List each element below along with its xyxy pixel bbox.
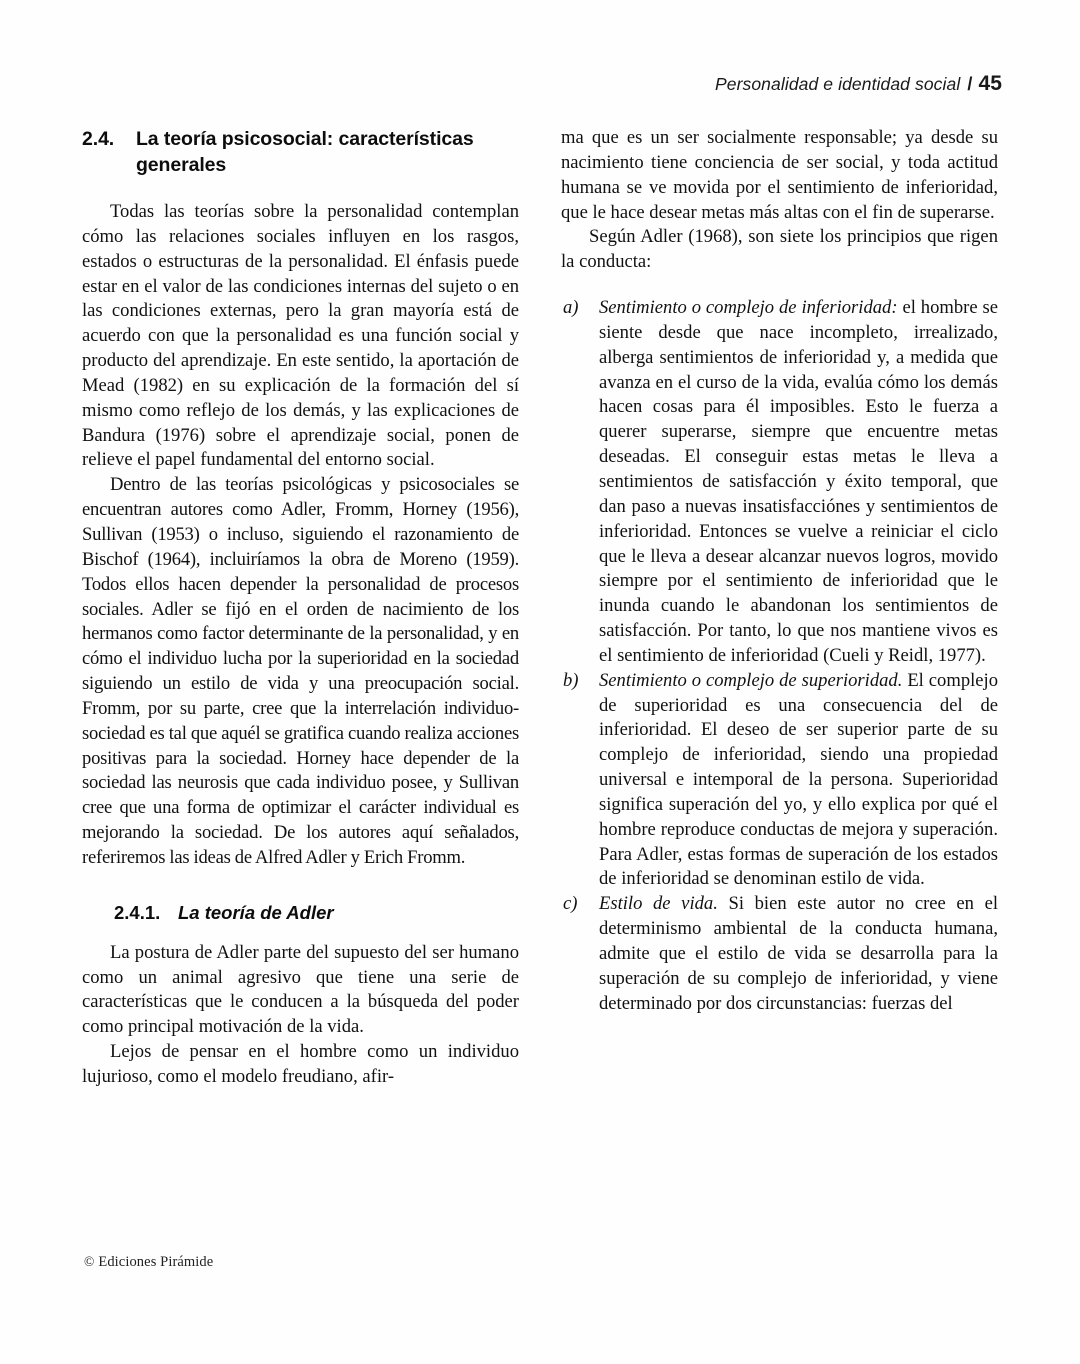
subsection-heading: [114, 901, 519, 925]
list-item-lead-in: Sentimiento o complejo de superioridad.: [599, 669, 903, 691]
page-number: 45: [978, 72, 1002, 95]
paragraph: ma que es un ser socialmente responsable; ya desde su nacimiento tiene conciencia de ser social, y toda actitud humana se ve movida por el sentimiento de inferioridad, que le hace desear metas más altas con el fin de superarse.: [561, 127, 998, 223]
list-item: [561, 892, 998, 1016]
paragraph: Todas las teorías sobre la personalidad contemplan cómo las relaciones sociales influyen en los rasgos, estados o estructuras de la personalidad. El énfasis puede estar en el valor de las condiciones internas del sujeto o en las condiciones externas, pero la gran mayoría está de acuerdo con que la personalidad es una función social y producto del aprendizaje. En este sentido, la aportación de Mead (1982) en su explicación de la formación del sí mismo como reflejo de los demás, y las explicaciones de Bandura (1976) sobre el aprendizaje social, ponen de relieve el papel fundamental del entorno social.: [82, 201, 519, 471]
running-head-title: Personalidad e identidad social: [714, 74, 961, 94]
paragraph: Lejos de pensar en el hombre como un individuo lujurioso, como el modelo freudiano, afir-: [82, 1041, 519, 1087]
two-column-layout: [82, 126, 998, 1090]
right-column: [561, 126, 998, 1090]
running-head-separator: /: [967, 74, 973, 94]
list-item: [561, 296, 998, 669]
list-item-text: [599, 669, 998, 893]
list-item-body: el hombre se siente desde que nace incompleto, irrealizado, alberga sentimientos de inferioridad y, a medida que avanza en el curso de la vida, evalúa cómo los demás hacen cosas para él imposibles. Esto le fuerza a querer superarse, siempre que encuentre metas deseadas. El conseguir estas metas le lleva a sentimientos de satisfacción y éxito temporal, que dan paso a nuevas insatisfacciónes y sentimientos de inferioridad. Entonces se vuelve a reiniciar el ciclo que le lleva a desear alcanzar nuevos logros, movido siempre por el sentimiento de inferioridad que le inunda cuando le abandonan los sentimientos de satisfacción. Por tanto, lo que nos mantiene vivos es el sentimiento de inferioridad (Cueli y Reidl, 1977).: [599, 297, 998, 666]
left-column: [82, 126, 519, 1090]
list-item-text: [599, 892, 998, 1016]
list-item-lead-in: Sentimiento o complejo de inferioridad:: [599, 297, 898, 319]
paragraph: Dentro de las teorías psicológicas y psicosociales se encuentran autores como Adler, Fromm, Horney (1956), Sullivan (1953) o incluso, siguiendo el razonamiento de Bischof (1964), incluiríamos la obra de Moreno (1959). Todos ellos hacen depender la personalidad de procesos sociales. Adler se fijó en el orden de nacimiento de los hermanos como factor determinante de la personalidad, y en cómo el individuo lucha por la superioridad en la sociedad siguiendo un estilo de vida y una preocupación social. Fromm, por su parte, cree que la interrelación individuo-sociedad es tal que aquél se gratifica cuando realiza acciones positivas para la sociedad. Horney hace depender de la sociedad las neurosis que cada individuo posee, y Sullivan cree que una forma de optimizar el carácter individual es mejorando la sociedad. De los autores aquí señalados, referiremos las ideas de Alfred Adler y Erich Fromm.: [82, 474, 519, 868]
subsection-heading-number: 2.4.1.: [114, 901, 161, 923]
section-heading-text: La teoría psicosocial: características generales: [136, 128, 474, 176]
publisher-name: Ediciones Pirámide: [98, 1254, 214, 1270]
section-heading: [82, 126, 519, 178]
copyright-icon: ©: [84, 1254, 95, 1269]
list-item-marker: b): [563, 669, 579, 691]
list-item-marker: c): [563, 893, 578, 915]
paragraph: La postura de Adler parte del supuesto del ser humano como un animal agresivo que tiene una serie de características que le conducen a la búsqueda del poder como principal motivación de la vida.: [82, 941, 519, 1038]
paragraph: Según Adler (1968), son siete los principios que rigen la conducta:: [561, 226, 998, 273]
lettered-list: [561, 296, 998, 1016]
list-item-text: [599, 296, 998, 669]
list-item-body: El complejo de superioridad es una consecuencia del de inferioridad. El deseo de ser superior parte de su complejo de inferioridad, siendo una propiedad universal e intemporal de la persona. Superioridad significa superación del yo, y ello explica por qué el hombre reproduce conductas de mejora y superación. Para Adler, estas formas de superación de los estados de inferioridad se denominan estilo de vida.: [599, 669, 998, 890]
subsection-heading-text: La teoría de Adler: [178, 901, 334, 923]
running-head: [715, 72, 1002, 96]
section-heading-number: 2.4.: [82, 128, 115, 150]
list-item-marker: a): [563, 297, 579, 319]
list-item-body: Si bien este autor no cree en el determinismo ambiental de la conducta humana, admite que el estilo de vida se desarrolla para la superación de su complejo de inferioridad, y viene determinado por dos circunstancias: fuerzas del: [599, 893, 998, 1014]
list-item-lead-in: Estilo de vida.: [599, 893, 718, 915]
footer-copyright: [84, 1254, 213, 1271]
list-item: [561, 669, 998, 893]
